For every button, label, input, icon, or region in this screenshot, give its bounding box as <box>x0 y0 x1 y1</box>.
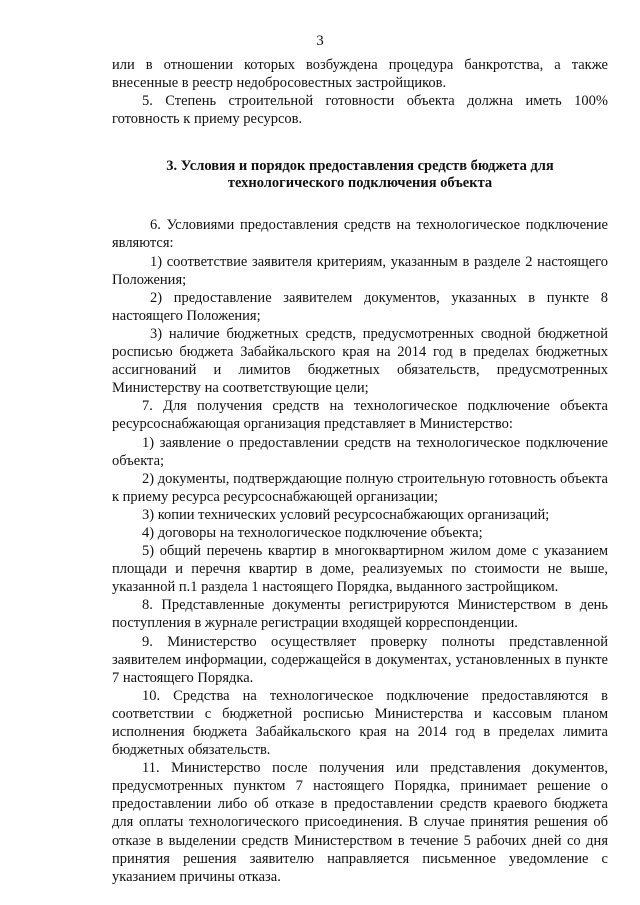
paragraph-7-item-4: 4) договоры на технологическое подключение объекта; <box>142 524 483 541</box>
paragraph-9: 9. Министерство осуществляет проверку полноты представленной заявителем информации, содержащейся в документах, установленных в пункте 7 настоящего Порядка. <box>112 633 608 686</box>
section-heading-line-1: 3. Условия и порядок предоставления средств бюджета для <box>166 158 554 175</box>
paragraph-6-item-1: 1) соответствие заявителя критериям, указанным в разделе 2 настоящего Положения; <box>112 253 608 288</box>
page-number: 3 <box>316 33 324 49</box>
paragraph-8: 8. Представленные документы регистрируются Министерством в день поступления в журнале регистрации входящей корреспонденции. <box>112 597 608 632</box>
paragraph-7-item-5: 5) общий перечень квартир в многоквартирном жилом доме с указанием площади и перечня квартир в доме, реализуемых по стоимости не выше, указанной п.1 раздела 1 настоящего Порядка, выданного застройщиком. <box>112 543 608 596</box>
paragraph-6-item-2: 2) предоставление заявителем документов, указанных в пункте 8 настоящего Положения; <box>112 289 608 324</box>
paragraph-intro-continuation: или в отношении которых возбуждена процедура банкротства, а также внесенные в реестр недобросовестных застройщиков. <box>112 57 608 92</box>
paragraph-6: 6. Условиями предоставления средств на технологическое подключение являются: <box>112 217 608 252</box>
paragraph-7-item-3: 3) копии технических условий ресурсоснабжающих организаций; <box>142 506 550 523</box>
section-heading <box>112 158 608 192</box>
paragraph-7-item-2: 2) документы, подтверждающие полную строительную готовность объекта к приему ресурса ресурсоснабжающей организации; <box>112 470 608 505</box>
section-heading-line-2: технологического подключения объекта <box>227 175 493 192</box>
paragraph-7-item-1: 1) заявление о предоставлении средств на технологическое подключение объекта; <box>112 434 608 469</box>
document-body <box>112 56 608 886</box>
paragraph-7: 7. Для получения средств на технологическое подключение объекта ресурсоснабжающая организация представляет в Министерство: <box>112 398 608 433</box>
paragraph-10: 10. Средства на технологическое подключение предоставляются в соответствии с бюджетной росписью Министерства и кассовым планом исполнения бюджета Забайкальского края на 2014 год в пределах лимита бюджетных обязательств. <box>112 687 608 759</box>
paragraph-5: 5. Степень строительной готовности объекта должна иметь 100% готовность к приему ресурсов. <box>112 93 608 128</box>
paragraph-11: 11. Министерство после получения или представления документов, предусмотренных пунктом 7 настоящего Порядка, принимает решение о предоставлении либо об отказе в предоставлении средств краевого бюджета для оплаты технологического присоединения. В случае принятия решения об отказе в выделении средств Министерством в течение 5 рабочих дней со дня принятия решения заявителю направляется письменное уведомление с указанием причины отказа. <box>112 760 608 885</box>
paragraph-6-item-3: 3) наличие бюджетных средств, предусмотренных сводной бюджетной росписью бюджета Забайкальского края на 2014 год в пределах бюджетных ассигнований и лимитов бюджетных обязательств, предусмотренных Министерству на соответствующие цели; <box>112 325 608 397</box>
